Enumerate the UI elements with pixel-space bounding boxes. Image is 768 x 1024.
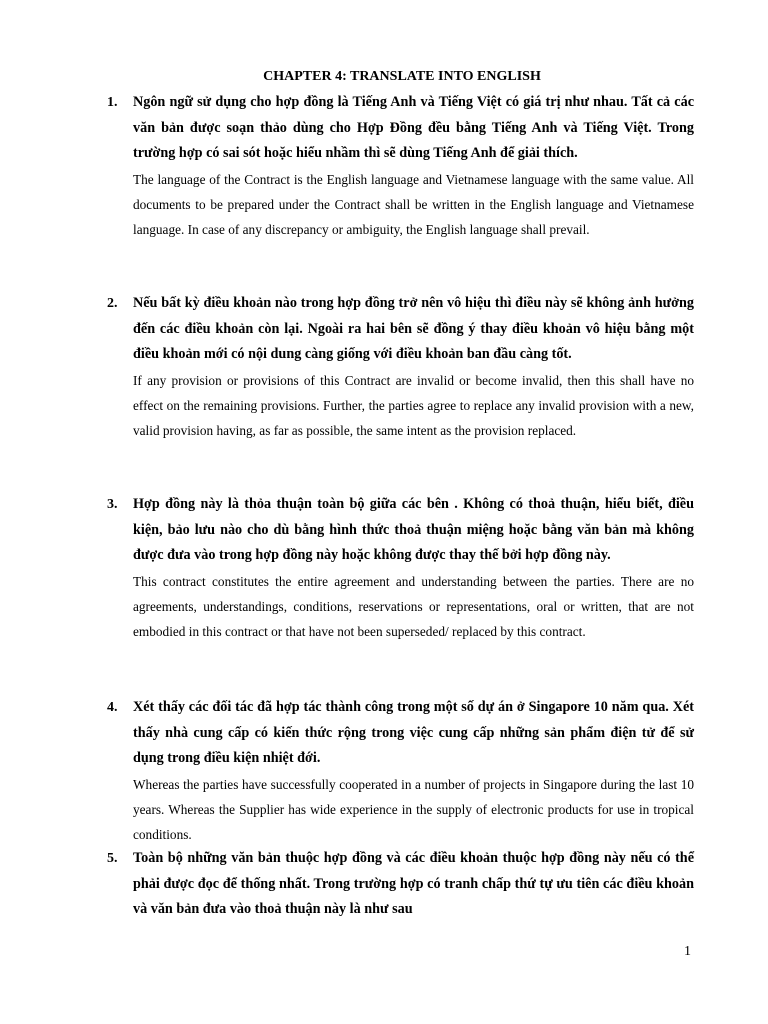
item-number: 1. — [107, 95, 118, 110]
item-number: 4. — [107, 700, 118, 715]
list-item — [107, 846, 694, 923]
list-item — [107, 492, 694, 644]
item-number: 3. — [107, 497, 118, 512]
vietnamese-text: Nếu bất kỳ điều khoản nào trong hợp đồng trở nên vô hiệu thì điều này sẽ không ảnh hưởng đến các điều khoản còn lại. Ngoài ra hai bên sẽ đồng ý thay điều khoản vô hiệu bằng một điều khoản mới có nội dung càng giống với điều khoản ban đầu càng tốt. — [133, 295, 694, 362]
vietnamese-text: Xét thấy các đối tác đã hợp tác thành công trong một số dự án ở Singapore 10 năm qua. Xét thấy nhà cung cấp có kiến thức rộng trong việc cung cấp những sản phẩm điện tử để sử dụng trong điều kiện nhiệt đới. — [133, 699, 694, 766]
english-translation: Whereas the parties have successfully cooperated in a number of projects in Singapore during the last 10 years. Whereas the Supplier has wide experience in the supply of electronic products for use in tropical conditions. — [133, 776, 694, 843]
list-item — [107, 291, 694, 443]
english-translation: This contract constitutes the entire agreement and understanding between the parties. There are no agreements, understandings, conditions, reservations or representations, oral or written, that are not embodied in this contract or that have not been superseded/ replaced by this contract. — [133, 573, 694, 640]
page-title: CHAPTER 4: TRANSLATE INTO ENGLISH — [263, 69, 541, 84]
item-number: 5. — [107, 851, 118, 866]
page-number: 1 — [684, 944, 691, 959]
english-translation: The language of the Contract is the English language and Vietnamese language with the same value. All documents to be prepared under the Contract shall be written in the English language and Vietnamese language. In case of any discrepancy or ambiguity, the English language shall prevail. — [133, 171, 694, 238]
list-item — [107, 90, 694, 242]
vietnamese-text: Ngôn ngữ sử dụng cho hợp đồng là Tiếng Anh và Tiếng Việt có giá trị như nhau. Tất cả các văn bản được soạn thảo dùng cho Hợp Đồng đều bằng Tiếng Anh và Tiếng Việt. Trong trường hợp có sai sót hoặc hiểu nhầm thì sẽ dùng Tiếng Anh để giải thích. — [133, 94, 694, 161]
vietnamese-text: Hợp đồng này là thỏa thuận toàn bộ giữa các bên . Không có thoả thuận, hiểu biết, điều kiện, bảo lưu nào cho dù bằng hình thức thoả thuận miệng hoặc bằng văn bản mà không được đưa vào trong hợp đồng này hoặc không được thay thế bởi hợp đồng này. — [133, 496, 694, 563]
vietnamese-text: Toàn bộ những văn bản thuộc hợp đồng và các điều khoản thuộc hợp đồng này nếu có thể phải được đọc để thống nhất. Trong trường hợp có tranh chấp thứ tự ưu tiên các điều khoản và văn bản đưa vào thoả thuận này là như sau — [133, 850, 694, 917]
list-item — [107, 695, 694, 847]
item-number: 2. — [107, 296, 118, 311]
english-translation: If any provision or provisions of this Contract are invalid or become invalid, then this shall have no effect on the remaining provisions. Further, the parties agree to replace any invalid provision with a new, valid provision having, as far as possible, the same intent as the provision replaced. — [133, 372, 694, 439]
